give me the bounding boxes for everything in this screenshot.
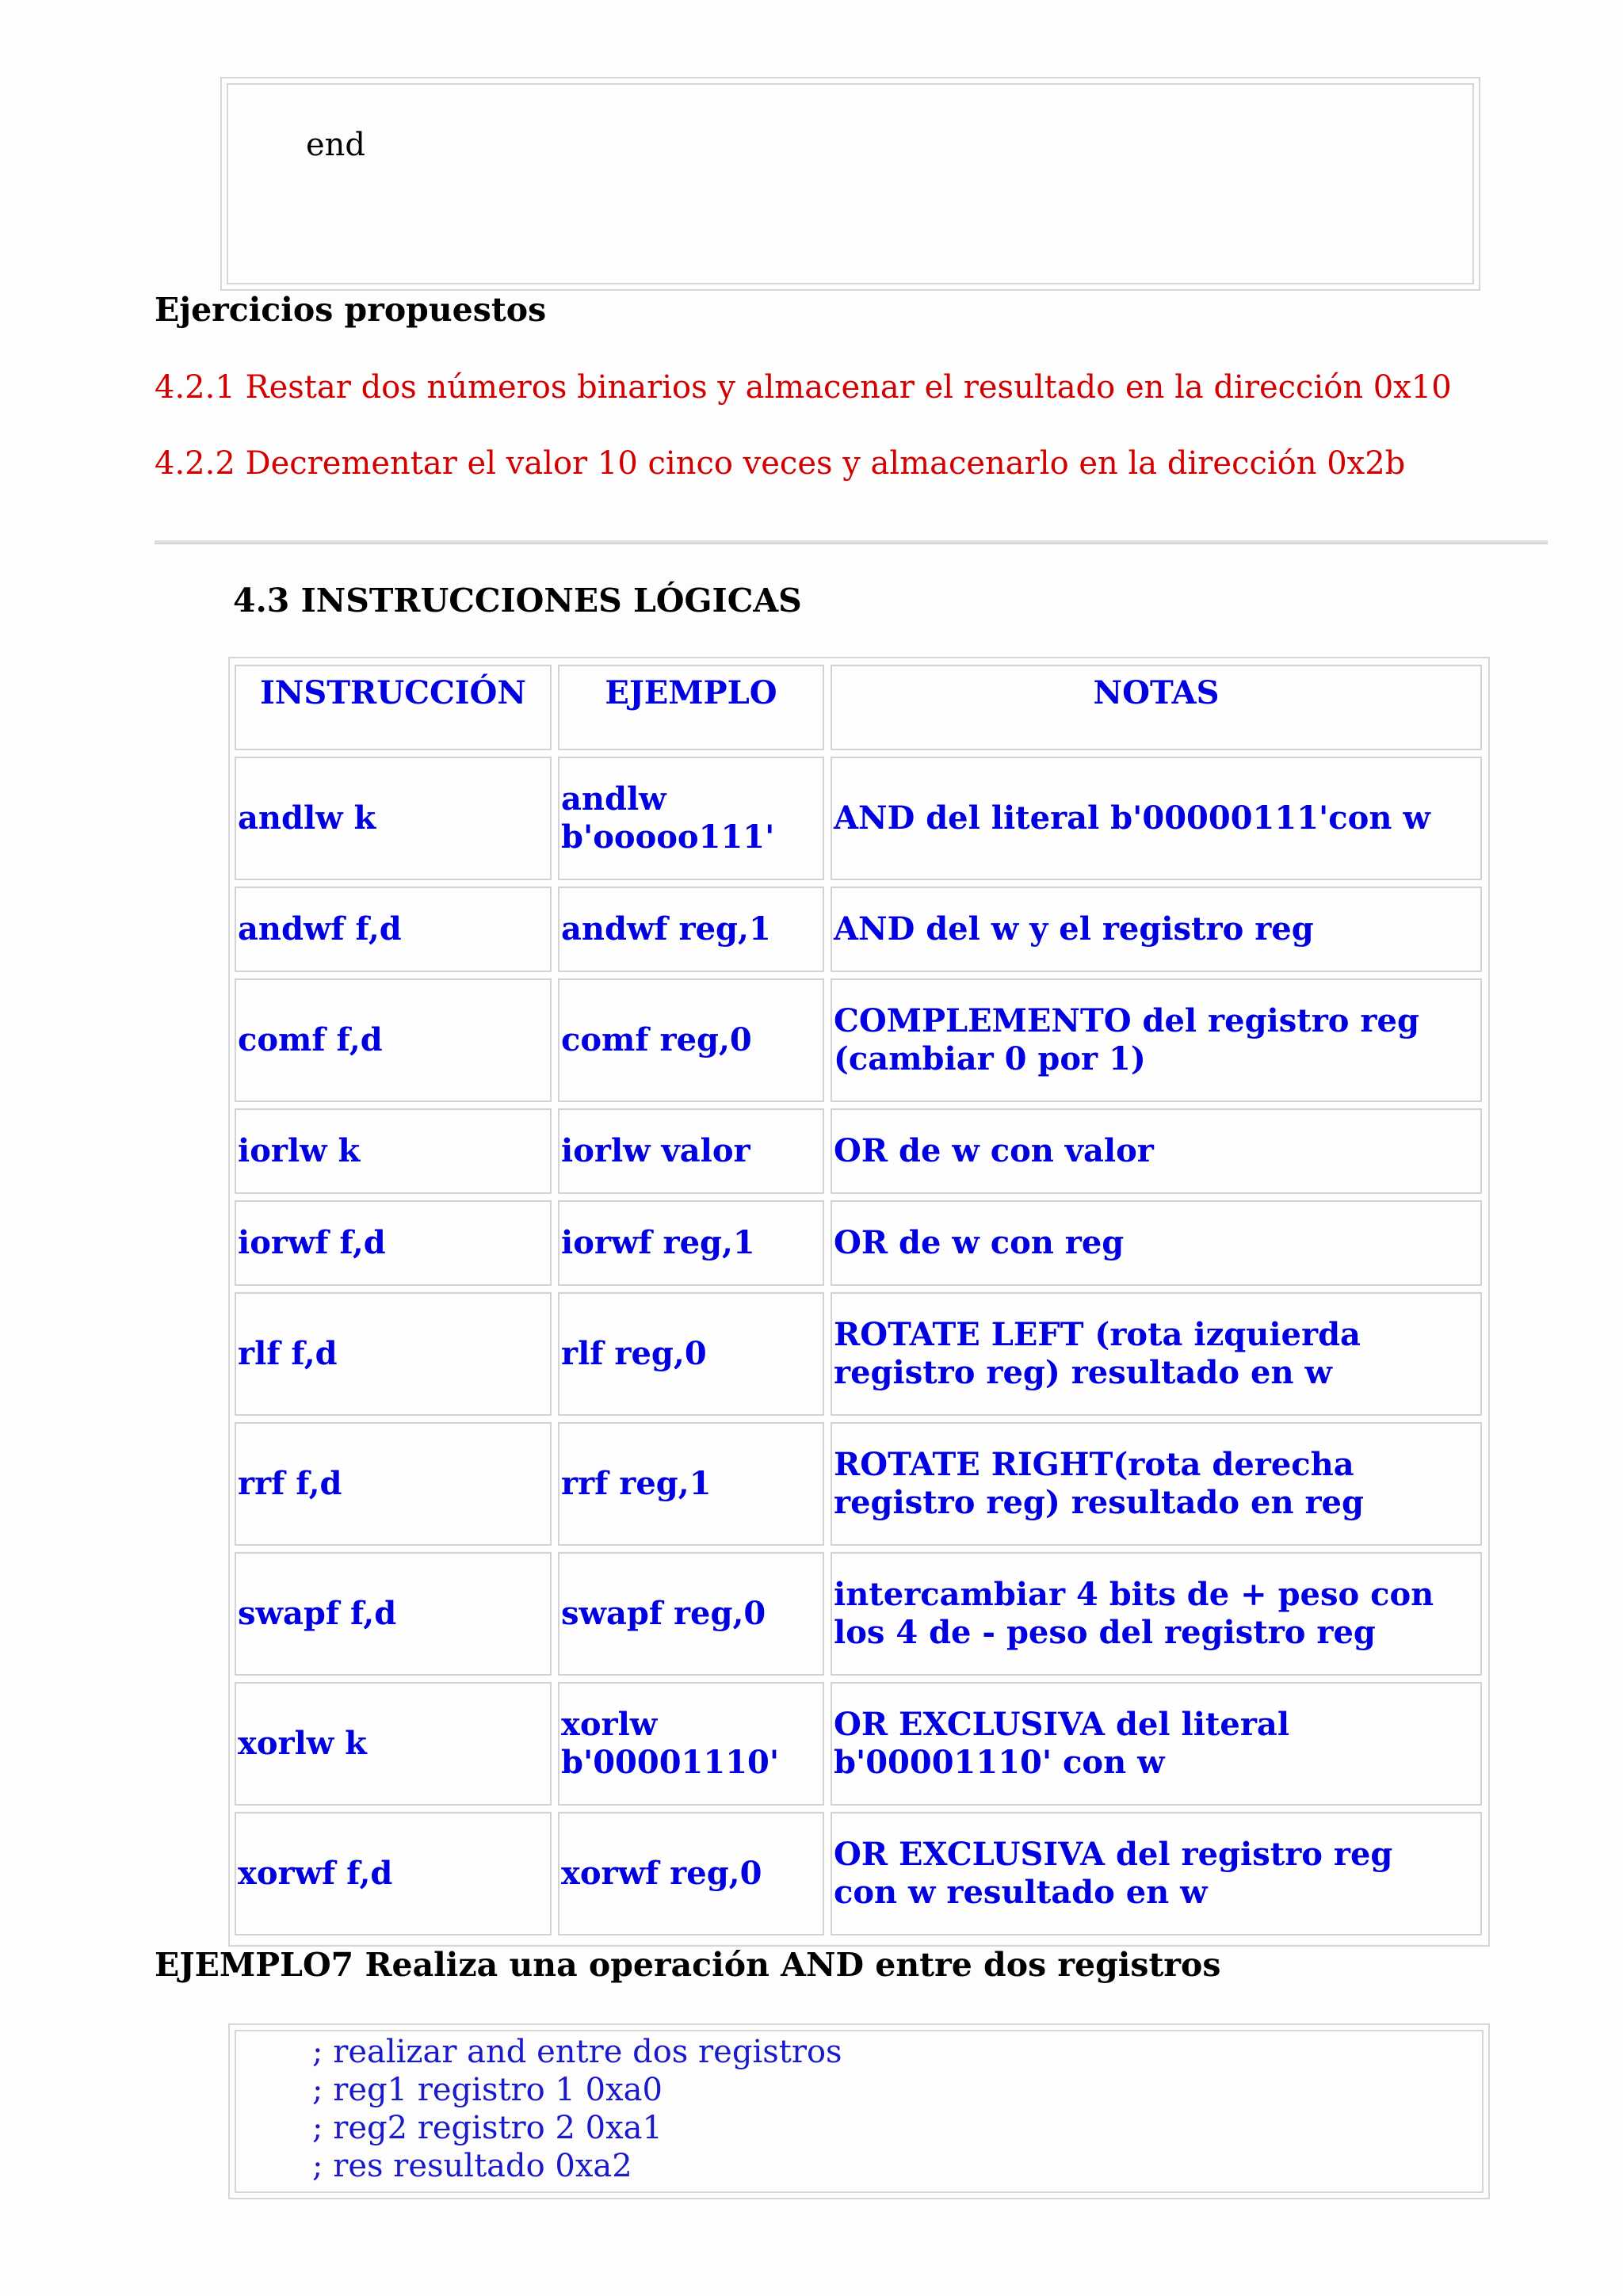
table-cell-text: OR de w con valor: [834, 1132, 1154, 1169]
table-cell-example: [558, 1108, 824, 1194]
table-cell-text: rrf reg,1: [561, 1465, 712, 1502]
table-cell-text: intercambiar 4 bits de + peso con los 4 de - peso del registro reg: [834, 1576, 1434, 1651]
table-cell-text: xorwf reg,0: [561, 1855, 762, 1892]
table-cell-example: [558, 1200, 824, 1286]
instructions-table: [228, 657, 1490, 1947]
table-cell-text: rlf reg,0: [561, 1335, 707, 1372]
table-cell-example: [558, 1812, 824, 1936]
code-comment-line-1: ; realizar and entre dos registros: [312, 2034, 842, 2070]
section-title: 4.3 INSTRUCCIONES LÓGICAS: [233, 582, 802, 620]
table-cell-notes: [831, 1292, 1482, 1416]
table-header-example: [558, 665, 824, 750]
table-cell-instruction: [235, 1812, 552, 1936]
table-cell-notes: [831, 978, 1482, 1102]
table-cell-example: [558, 1682, 824, 1806]
table-cell-notes: [831, 1552, 1482, 1676]
table-cell-instruction: [235, 1552, 552, 1676]
code-comment-line-3: ; reg2 registro 2 0xa1: [312, 2110, 663, 2146]
table-header-label: INSTRUCCIÓN: [260, 674, 526, 711]
table-cell-text: xorwf f,d: [238, 1855, 393, 1892]
table-cell-text: andwf reg,1: [561, 910, 771, 948]
table-cell-text: iorwf f,d: [238, 1224, 386, 1261]
table-cell-text: ROTATE LEFT (rota izquierda registro reg) resultado en w: [834, 1316, 1361, 1391]
code-comment-line-2: ; reg1 registro 1 0xa0: [312, 2072, 663, 2108]
table-cell-instruction: [235, 1292, 552, 1416]
table-cell-notes: [831, 887, 1482, 972]
table-cell-text: andlw b'ooooo111': [561, 780, 775, 856]
table-cell-notes: [831, 1682, 1482, 1806]
table-cell-text: swapf reg,0: [561, 1595, 766, 1632]
exercise-item-2: 4.2.2 Decrementar el valor 10 cinco veces y almacenarlo en la dirección 0x2b: [155, 445, 1406, 482]
code-box-example: [235, 2030, 1484, 2193]
table-cell-example: [558, 1422, 824, 1546]
table-cell-text: AND del literal b'00000111'con w: [834, 799, 1430, 837]
code-end-line: end: [306, 127, 366, 163]
table-cell-text: swapf f,d: [238, 1595, 397, 1632]
table-header-instruction: [235, 665, 552, 750]
table-cell-example: [558, 978, 824, 1102]
table-cell-text: AND del w y el registro reg: [834, 910, 1314, 948]
table-cell-text: iorlw k: [238, 1132, 361, 1169]
table-cell-text: comf reg,0: [561, 1021, 752, 1058]
exercises-title: Ejercicios propuestos: [155, 291, 547, 329]
example-title: EJEMPLO7 Realiza una operación AND entre dos registros: [155, 1946, 1221, 1984]
table-cell-text: rrf f,d: [238, 1465, 342, 1502]
table-cell-text: xorlw k: [238, 1725, 367, 1762]
table-cell-text: COMPLEMENTO del registro reg (cambiar 0 por 1): [834, 1002, 1419, 1077]
table-cell-notes: [831, 1108, 1482, 1194]
table-header-label: EJEMPLO: [605, 674, 777, 711]
exercise-item-1: 4.2.1 Restar dos números binarios y almacenar el resultado en la dirección 0x10: [155, 369, 1452, 406]
table-cell-notes: [831, 757, 1482, 880]
table-cell-instruction: [235, 757, 552, 880]
table-cell-text: iorwf reg,1: [561, 1224, 755, 1261]
table-cell-instruction: [235, 1200, 552, 1286]
table-cell-text: iorlw valor: [561, 1132, 750, 1169]
table-cell-notes: [831, 1200, 1482, 1286]
table-cell-text: OR EXCLUSIVA del registro reg con w resultado en w: [834, 1836, 1393, 1911]
code-comment-line-4: ; res resultado 0xa2: [312, 2148, 632, 2184]
table-cell-text: OR de w con reg: [834, 1224, 1125, 1261]
table-cell-instruction: [235, 1108, 552, 1194]
table-cell-instruction: [235, 978, 552, 1102]
table-cell-text: andlw k: [238, 799, 376, 837]
table-cell-instruction: [235, 1422, 552, 1546]
table-cell-example: [558, 887, 824, 972]
table-cell-notes: [831, 1812, 1482, 1936]
table-header-label: NOTAS: [1093, 674, 1220, 711]
horizontal-divider: [155, 540, 1548, 544]
table-cell-example: [558, 757, 824, 880]
table-header-notes: [831, 665, 1482, 750]
table-cell-text: rlf f,d: [238, 1335, 338, 1372]
table-cell-text: xorlw b'00001110': [561, 1706, 780, 1781]
table-cell-text: OR EXCLUSIVA del literal b'00001110' con w: [834, 1706, 1290, 1781]
table-cell-example: [558, 1292, 824, 1416]
table-cell-example: [558, 1552, 824, 1676]
table-cell-instruction: [235, 1682, 552, 1806]
table-cell-notes: [831, 1422, 1482, 1546]
table-cell-instruction: [235, 887, 552, 972]
table-cell-text: ROTATE RIGHT(rota derecha registro reg) resultado en reg: [834, 1446, 1364, 1521]
table-cell-text: comf f,d: [238, 1021, 383, 1058]
table-cell-text: andwf f,d: [238, 910, 402, 948]
code-box-end: [227, 83, 1474, 284]
